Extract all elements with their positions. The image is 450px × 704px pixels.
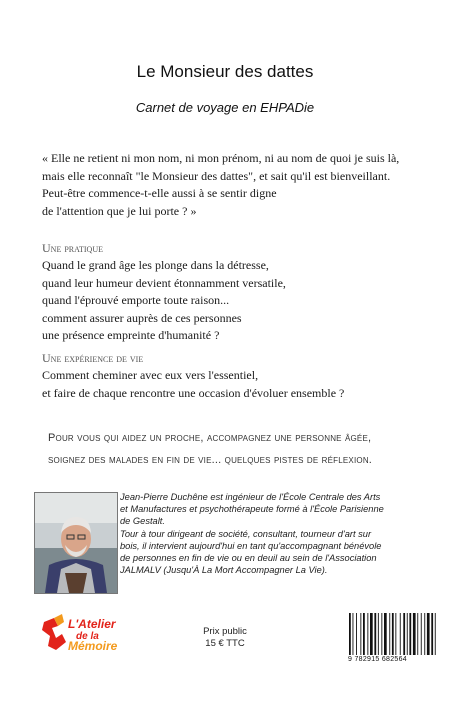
book-subtitle: Carnet de voyage en EHPADie	[135, 100, 315, 115]
section-line: une présence empreinte d'humanité ?	[42, 328, 220, 342]
bio-line: de personnes en fin de vie ou en deuil au sein de l'Association	[120, 553, 377, 564]
quote-line: de l'attention que je lui porte ? »	[42, 203, 197, 218]
barcode-bar	[384, 613, 387, 655]
bio-line: Jean-Pierre Duchêne est ingénieur de l'École Centrale des Arts	[120, 492, 381, 502]
bio-line: bois, il intervient aujourd'hui en tant qu'accompagnant bénévole	[120, 540, 382, 551]
section-line: comment assurer auprès de ces personnes	[42, 310, 242, 325]
barcode-bar	[389, 613, 390, 655]
back-cover-quote	[42, 150, 442, 220]
author-photo	[34, 492, 118, 594]
isbn-number: 9 782915 682564	[348, 656, 407, 663]
section-line: quand l'éprouvé emporte toute raison...	[42, 293, 230, 307]
barcode-bar	[381, 613, 382, 655]
barcode-bar	[417, 613, 418, 655]
section-heading: Une expérience de vie	[42, 351, 144, 365]
barcode-bar	[353, 613, 354, 655]
reader-callout	[48, 427, 428, 471]
section-pratique	[42, 240, 442, 345]
section-experience	[42, 350, 442, 402]
barcode-bar	[409, 613, 411, 655]
author-bio	[120, 491, 438, 576]
barcode-bar	[403, 613, 405, 655]
barcode-bar	[392, 613, 394, 655]
book-title: Le Monsieur des dattes	[136, 62, 314, 81]
barcode-bar	[407, 613, 408, 655]
publisher-logo	[40, 612, 140, 656]
barcode-bar	[435, 613, 436, 655]
barcode-bar	[421, 613, 422, 655]
bio-line: et Manufactures et psychothérapeute formé à l'École Parisienne	[120, 504, 384, 515]
quote-line: « Elle ne retient ni mon nom, ni mon prénom, ni au nom de quoi je suis là,	[42, 151, 400, 165]
price-label: Prix public	[203, 626, 247, 637]
barcode-bar	[413, 613, 416, 655]
price-block	[195, 626, 255, 650]
barcode-bar	[424, 613, 425, 655]
quote-line: mais elle reconnaît "le Monsieur des dattes", et sait qu'il est bienveillant.	[42, 168, 391, 183]
section-line: Comment cheminer avec eux vers l'essentiel,	[42, 368, 259, 382]
publisher-name-line2: de la	[76, 631, 99, 642]
bio-line: JALMALV (Jusqu'À La Mort Accompagner La Vie).	[120, 565, 328, 576]
section-line: quand leur humeur devient étonnamment versatile,	[42, 275, 286, 290]
publisher-name-line3: Mémoire	[68, 639, 118, 653]
bio-line: Tour à tour dirigeant de société, consultant, tourneur d'art sur	[120, 528, 372, 539]
barcode-bar	[349, 613, 351, 655]
barcode-bar	[378, 613, 379, 655]
callout-line: soignez des malades en fin de vie... quelques pistes de réflexion.	[48, 454, 373, 466]
barcode-bar	[400, 613, 401, 655]
barcode-bar	[360, 613, 361, 655]
barcode-bar	[374, 613, 376, 655]
barcode-bar	[370, 613, 373, 655]
section-line: et faire de chaque rencontre une occasion d'évoluer ensemble ?	[42, 385, 345, 400]
barcode-bar	[431, 613, 433, 655]
barcode-bar	[367, 613, 368, 655]
callout-line: Pour vous qui aidez un proche, accompagnez une personne âgée,	[48, 432, 372, 444]
bio-line: de Gestalt.	[120, 516, 165, 527]
section-heading: Une pratique	[42, 241, 103, 255]
price-value: 15 € TTC	[205, 638, 245, 649]
quote-line: Peut-être commence-t-elle aussi à se sentir digne	[42, 186, 277, 200]
section-line: Quand le grand âge les plonge dans la détresse,	[42, 258, 269, 272]
publisher-logo-graphic	[40, 612, 140, 656]
barcode-bar	[356, 613, 357, 655]
barcode-bar	[363, 613, 365, 655]
barcode-bar	[395, 613, 396, 655]
publisher-name-line1: L'Atelier	[68, 617, 116, 631]
barcode-bar	[427, 613, 430, 655]
